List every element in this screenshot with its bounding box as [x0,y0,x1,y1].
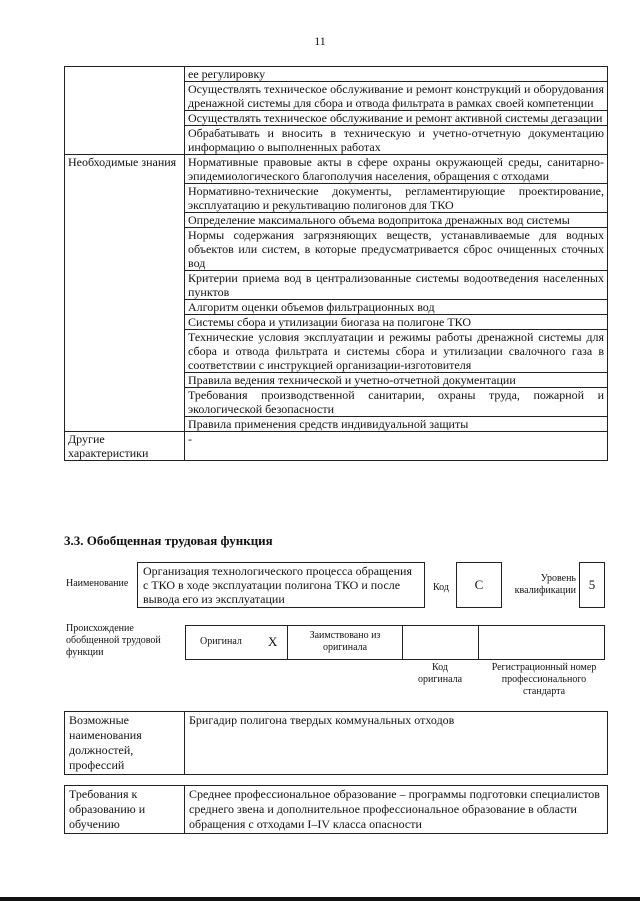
row-value: Определение максимального объема водопритока дренажных вод системы [185,213,608,228]
row-value: Осуществлять техническое обслуживание и ремонт конструкций и оборудования дренажной системы для сбора и отвода фильтрата в рамках своей компетенции [185,82,608,111]
row-value: ее регулировку [185,67,608,82]
row-value: Технические условия эксплуатации и режимы работы дренажной системы для сбора и отвода фильтрата и системы сбора и утилизации свалочного газа в соответствии с инструкцией организации-изготовителя [185,330,608,373]
code-original-caption: Код оригинала [417,662,463,685]
row-label [65,67,185,155]
row-value: Требования производственной санитарии, охраны труда, пожарной и экологической безопасности [185,388,608,417]
row-value: Правила применения средств индивидуальной защиты [185,417,608,432]
row-value: Осуществлять техническое обслуживание и ремонт активной системы дегазации [185,111,608,126]
row-label: Другие характеристики [65,432,185,461]
positions-value: Бригадир полигона твердых коммунальных отходов [185,712,608,775]
reg-number-caption: Регистрационный номер профессионального стандарта [491,662,597,697]
original-label: Оригинал [200,636,242,647]
level-label: Уровень квалификации [514,573,576,596]
code-label: Код [433,582,449,593]
level-value: 5 [588,577,596,592]
row-value: - [185,432,608,461]
education-label: Требования к образованию и обучению [65,786,185,834]
function-name-value: Организация технологического процесса обращения с ТКО в ходе эксплуатации полигона ТКО и после вывода его из эксплуатации [143,564,412,606]
row-value: Системы сбора и утилизации биогаза на полигоне ТКО [185,315,608,330]
origin-box [185,625,605,660]
skills-table [64,66,608,461]
origin-label: Происхождение обобщенной трудовой функции [66,623,161,658]
table-row [65,155,608,184]
section-title: 3.3. Обобщенная трудовая функция [64,533,273,548]
row-value: Нормы содержания загрязняющих веществ, устанавливаемые для водных объектов или систем, в которые предусматривается сброс очищенных сточных вод [185,228,608,271]
row-label: Необходимые знания [65,155,185,432]
original-mark: Х [268,634,278,649]
education-value: Среднее профессиональное образование – программы подготовки специалистов среднего звена и дополнительное профессиональное образование в области обращения с отходами I–IV класса опасности [185,786,608,834]
function-name-box [137,562,425,608]
row-value: Нормативно-технические документы, регламентирующие проектирование, эксплуатацию и рекультивацию полигонов для ТКО [185,184,608,213]
scan-edge [0,897,640,901]
level-value-box [579,562,605,608]
row-value: Обрабатывать и вносить в техническую и учетно-отчетную документацию информацию о выполненных работах [185,126,608,155]
positions-table [64,711,608,775]
education-table [64,785,608,834]
row-value: Критерии приема вод в централизованные системы водоотведения населенных пунктов [185,271,608,300]
positions-label: Возможные наименования должностей, профессий [65,712,185,775]
row-value: Алгоритм оценки объемов фильтрационных вод [185,300,608,315]
table-row [65,67,608,82]
row-value: Правила ведения технической и учетно-отчетной документации [185,373,608,388]
name-label: Наименование [66,578,129,589]
row-value: Нормативные правовые акты в сфере охраны окружающей среды, санитарно-эпидемиологического благополучия населения, обращения с отходами [185,155,608,184]
page-number: 11 [314,34,326,48]
code-value-box [456,562,502,608]
table-row [65,432,608,461]
borrowed-label: Заимствовано из оригинала [309,630,381,653]
code-value: С [474,577,484,592]
